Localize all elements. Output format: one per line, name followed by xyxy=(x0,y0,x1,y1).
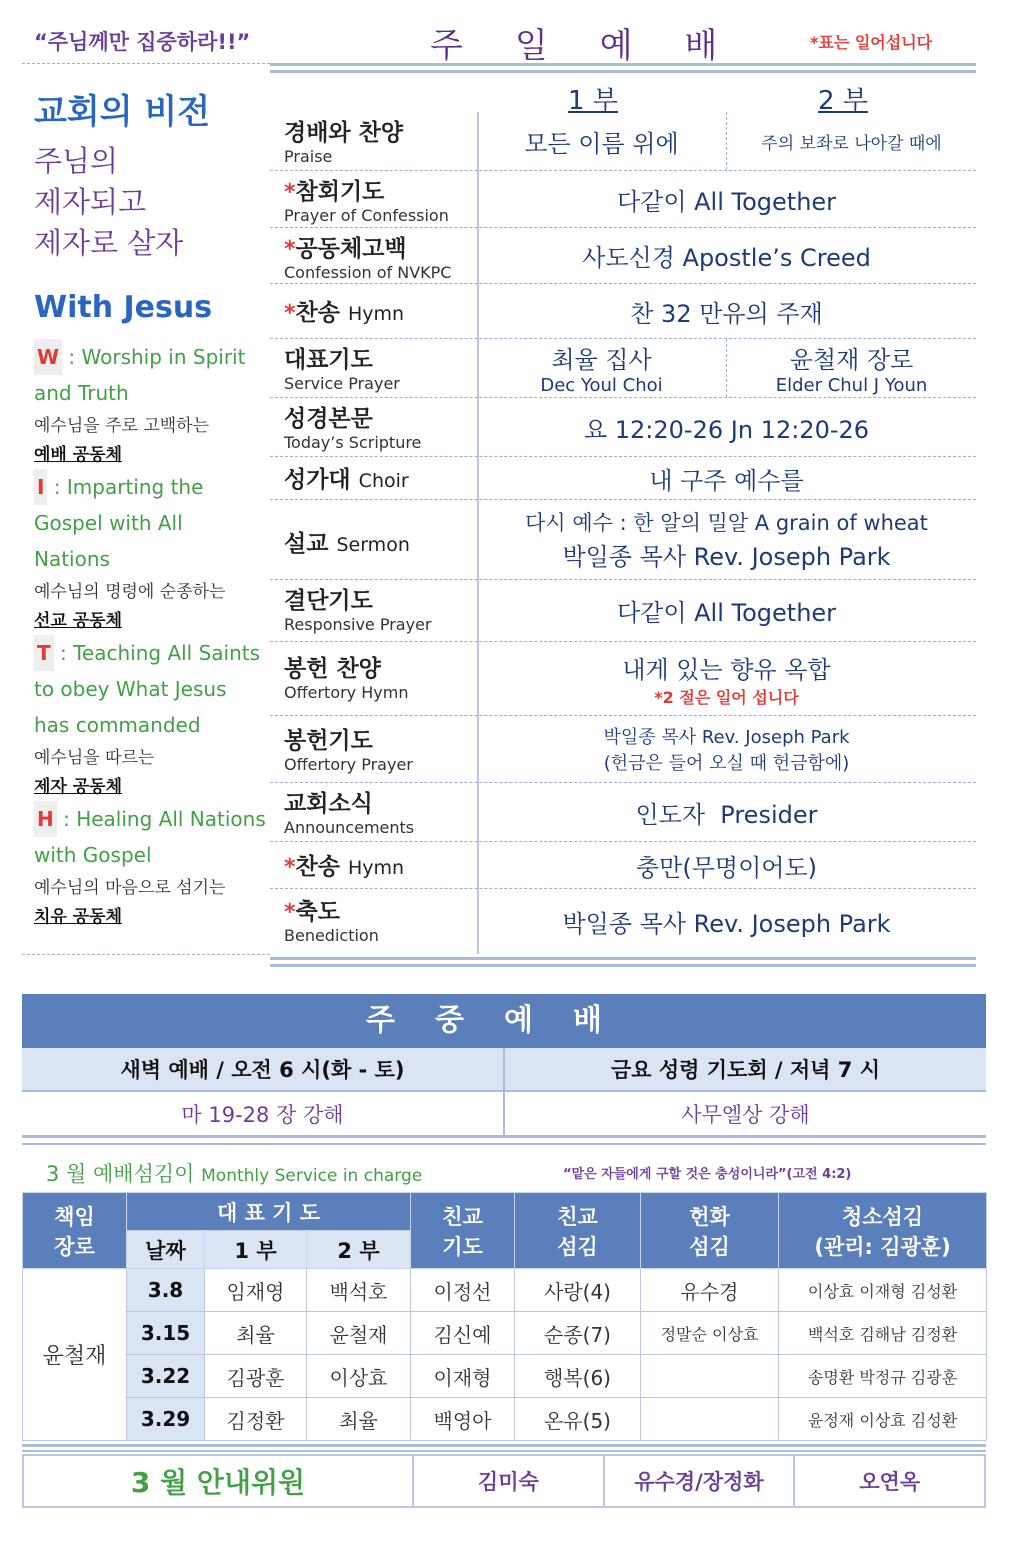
part2-header: 2 부 xyxy=(818,86,868,116)
friday-prayer-header: 금요 성령 기도회 / 저녁 7 시 xyxy=(503,1048,986,1090)
acrostic-text: : Teaching All Saints xyxy=(60,641,261,665)
item-content: 인도자 Presider xyxy=(635,800,818,829)
item-subtitle: Hymn xyxy=(347,857,405,879)
service-row-scripture xyxy=(270,398,976,457)
weekday-value-row xyxy=(22,1092,986,1138)
acrostic-item-t xyxy=(34,635,270,801)
vision-line: 제자로 살자 xyxy=(34,226,184,260)
acrostic-text: : Imparting the xyxy=(53,475,204,499)
item-subtitle: Today’s Scripture xyxy=(284,433,422,452)
item-content: 내 구주 예수를 xyxy=(649,466,804,495)
item-subtitle: Confession of NVKPC xyxy=(284,263,452,282)
part2-content-en: Elder Chul J Youn xyxy=(775,375,928,396)
item-content: 박일종 목사 Rev. Joseph Park xyxy=(603,727,850,748)
item-content: 충만(무명이어도) xyxy=(635,853,817,882)
part1-prayer: 김광훈 xyxy=(205,1355,307,1398)
acrostic-item-h xyxy=(34,801,270,931)
standing-note: *표는 일어섭니다 xyxy=(810,33,933,52)
page-title: 주일예배 xyxy=(430,26,770,66)
divider-bar xyxy=(22,1444,986,1452)
standing-mark: * xyxy=(284,900,296,925)
item-subtitle: Offertory Hymn xyxy=(284,683,409,702)
service-row-creed xyxy=(270,228,976,284)
divider xyxy=(22,63,270,64)
item-content: 찬 32 만유의 주재 xyxy=(630,299,823,328)
vision-line: 제자되고 xyxy=(34,185,147,219)
flowers xyxy=(641,1398,779,1441)
part2-prayer: 윤철재 xyxy=(307,1312,411,1355)
acrostic-text: and Truth xyxy=(34,381,129,405)
item-subtitle: Offertory Prayer xyxy=(284,755,413,774)
divider-bar xyxy=(270,63,976,73)
flowers: 정말순 이상효 xyxy=(641,1312,779,1355)
acrostic-letter: H xyxy=(34,801,57,837)
acrostic-text: : Healing All Nations xyxy=(63,807,266,831)
part2-prayer: 최율 xyxy=(307,1398,411,1441)
fellowship-serve: 온유(5) xyxy=(515,1398,641,1441)
divider xyxy=(22,954,270,955)
col-part1-header: 1 부 xyxy=(205,1231,307,1269)
ushers-row xyxy=(22,1454,986,1508)
monthly-quote: “맡은 자들에게 구할 것은 충성이니라”(고전 4:2) xyxy=(563,1167,852,1182)
divider xyxy=(22,1143,986,1145)
col-fellowship-serve-header: 친교 섬김 xyxy=(515,1193,641,1269)
item-content: 다같이 All Together xyxy=(616,599,837,627)
item-subtitle: Benediction xyxy=(284,926,379,945)
monthly-title-kr: 3 월 예배섬김이 xyxy=(46,1162,195,1186)
item-title: 봉헌 찬양 xyxy=(284,656,381,682)
item-title: 교회소식 xyxy=(284,791,373,817)
service-row-announcements xyxy=(270,783,976,842)
acrostic-text: Gospel with All xyxy=(34,511,183,535)
sermon-title: 다시 예수 : 한 알의 밀알 A grain of wheat xyxy=(525,511,928,535)
part2-prayer: 백석호 xyxy=(307,1269,411,1312)
item-content: 사도신경 Apostle’s Creed xyxy=(582,244,871,272)
col-date-header: 날짜 xyxy=(127,1231,205,1269)
motto: “주님께만 집중하라!!” xyxy=(34,30,251,54)
item-title: 대표기도 xyxy=(284,347,373,373)
vision-line: 주님의 xyxy=(34,144,119,178)
usher-name: 김미숙 xyxy=(477,1470,539,1494)
service-row-benediction xyxy=(270,889,976,954)
item-title: 축도 xyxy=(295,899,340,925)
col-prayer-header: 대 표 기 도 xyxy=(127,1193,411,1231)
col-cleaning-header: 청소섬김 (관리: 김광훈) xyxy=(779,1193,987,1269)
item-subtitle: Hymn xyxy=(347,303,405,325)
col-flowers-header: 헌화 섬김 xyxy=(641,1193,779,1269)
dawn-service-header: 새벽 예배 / 오전 6 시(화 - 토) xyxy=(120,1058,405,1082)
monthly-title xyxy=(46,1158,422,1188)
acrostic-item-i xyxy=(34,469,270,635)
acrostic-text: with Gospel xyxy=(34,843,152,867)
acrostic-text: Nations xyxy=(34,547,110,571)
part1-content-en: Dec Youl Choi xyxy=(540,375,663,396)
sermon-preacher: 박일종 목사 Rev. Joseph Park xyxy=(562,543,891,571)
monthly-title-en: Monthly Service in charge xyxy=(201,1166,423,1186)
weekday-header-row xyxy=(22,1048,986,1092)
service-row-offertory-prayer xyxy=(270,716,976,783)
duty-table xyxy=(22,1192,987,1441)
fellowship-prayer: 이재형 xyxy=(411,1355,515,1398)
friday-prayer-topic: 사무엘상 강해 xyxy=(503,1092,986,1135)
item-title: 경배와 찬양 xyxy=(284,120,404,146)
part2-content: 주의 보좌로 나아갈 때에 xyxy=(726,112,976,170)
standing-mark: * xyxy=(284,855,296,880)
date-cell: 3.29 xyxy=(127,1398,205,1441)
acrostic-desc: 예수님을 따르는 xyxy=(34,748,155,768)
acrostic-desc: 예수님의 명령에 순종하는 xyxy=(34,582,226,602)
acrostic-desc: 예수님을 주로 고백하는 xyxy=(34,416,210,436)
item-content: 다같이 All Together xyxy=(616,187,837,216)
item-subtitle: Prayer of Confession xyxy=(284,206,449,225)
cleaning: 윤정재 이상효 김성환 xyxy=(779,1398,987,1441)
table-row xyxy=(23,1269,987,1312)
fellowship-serve: 사랑(4) xyxy=(515,1269,641,1312)
acrostic-text: to obey What Jesus xyxy=(34,677,227,701)
cleaning: 백석호 김해남 김정환 xyxy=(779,1312,987,1355)
vision-lines xyxy=(34,141,270,264)
standing-note-verse2: *2 절은 일어 섭니다 xyxy=(654,687,799,707)
item-content: 내게 있는 향유 옥합 xyxy=(622,655,831,684)
item-subtitle: Service Prayer xyxy=(284,374,400,393)
item-content: 요 12:20-26 Jn 12:20-26 xyxy=(583,415,870,444)
item-title: 공동체고백 xyxy=(295,236,407,262)
part1-content: 최율 집사 xyxy=(551,346,652,374)
part1-prayer: 임재영 xyxy=(205,1269,307,1312)
standing-mark: * xyxy=(284,301,296,326)
col-part2-header: 2 부 xyxy=(307,1231,411,1269)
part1-prayer: 김정환 xyxy=(205,1398,307,1441)
service-row-praise xyxy=(270,112,976,171)
fellowship-serve: 순종(7) xyxy=(515,1312,641,1355)
acrostic-desc: 예수님의 마음으로 섬기는 xyxy=(34,878,226,898)
acrostic-text: has commanded xyxy=(34,713,201,737)
part1-prayer: 최율 xyxy=(205,1312,307,1355)
acrostic-unit: 선교 공동체 xyxy=(34,611,123,631)
responsible-elder: 윤철재 xyxy=(23,1269,127,1441)
vision-sidebar xyxy=(34,84,270,931)
item-subtitle: Responsive Prayer xyxy=(284,615,432,634)
item-content: 박일종 목사 Rev. Joseph Park xyxy=(562,910,891,938)
dawn-service-topic: 마 19-28 장 강해 xyxy=(181,1102,344,1127)
part1-header: 1 부 xyxy=(568,86,618,116)
flowers xyxy=(641,1355,779,1398)
acrostic-item-w xyxy=(34,339,270,469)
service-row-choir xyxy=(270,457,976,500)
acrostic-text: : Worship in Spirit xyxy=(68,345,246,369)
flowers: 유수경 xyxy=(641,1269,779,1312)
acrostic-unit: 예배 공동체 xyxy=(34,445,123,465)
date-cell: 3.8 xyxy=(127,1269,205,1312)
table-row xyxy=(23,1398,987,1441)
offering-note: (헌금은 들어 오실 때 헌금함에) xyxy=(603,753,850,774)
table-row xyxy=(23,1355,987,1398)
vision-title: 교회의 비전 xyxy=(34,92,211,132)
service-row-hymn-1 xyxy=(270,284,976,339)
item-title: 찬송 xyxy=(295,854,340,880)
service-row-confession xyxy=(270,171,976,228)
item-subtitle: Announcements xyxy=(284,818,415,837)
part2-prayer: 이상효 xyxy=(307,1355,411,1398)
fellowship-serve: 행복(6) xyxy=(515,1355,641,1398)
ushers-label: 3 월 안내위원 xyxy=(24,1456,414,1506)
acrostic-list xyxy=(34,339,270,931)
item-title: 성경본문 xyxy=(284,406,373,432)
cleaning: 송명환 박정규 김광훈 xyxy=(779,1355,987,1398)
item-title: 결단기도 xyxy=(284,588,373,614)
service-row-service-prayer xyxy=(270,339,976,398)
date-cell: 3.22 xyxy=(127,1355,205,1398)
fellowship-prayer: 백영아 xyxy=(411,1398,515,1441)
acrostic-letter: W xyxy=(34,339,62,375)
part2-content: 윤철재 장로 xyxy=(789,346,914,374)
acrostic-letter: I xyxy=(34,469,47,505)
date-cell: 3.15 xyxy=(127,1312,205,1355)
item-title: 설교 xyxy=(284,531,329,557)
item-title: 봉헌기도 xyxy=(284,728,373,754)
acrostic-unit: 치유 공동체 xyxy=(34,907,123,927)
standing-mark: * xyxy=(284,180,296,205)
col-fellowship-prayer-header: 친교 기도 xyxy=(411,1193,515,1269)
standing-mark: * xyxy=(284,237,296,262)
with-jesus-title: With Jesus xyxy=(34,290,213,325)
item-title: 찬송 xyxy=(295,300,340,326)
table-row xyxy=(23,1312,987,1355)
item-subtitle: Sermon xyxy=(336,534,410,556)
item-subtitle: Choir xyxy=(358,470,409,492)
acrostic-letter: T xyxy=(34,635,54,671)
weekday-title: 주중예배 xyxy=(22,994,986,1048)
cleaning: 이상효 이재형 김성환 xyxy=(779,1269,987,1312)
service-row-hymn-2 xyxy=(270,842,976,889)
fellowship-prayer: 김신예 xyxy=(411,1312,515,1355)
item-title: 참회기도 xyxy=(295,179,385,205)
usher-name: 오연옥 xyxy=(793,1456,984,1506)
service-row-sermon xyxy=(270,500,976,580)
item-title: 성가대 xyxy=(284,467,351,493)
service-row-responsive-prayer xyxy=(270,580,976,642)
fellowship-prayer: 이정선 xyxy=(411,1269,515,1312)
col-elder-header: 책임 장로 xyxy=(23,1193,127,1269)
table-header-row xyxy=(23,1193,987,1231)
item-subtitle: Praise xyxy=(284,147,333,166)
part1-content: 모든 이름 위에 xyxy=(524,129,679,158)
service-row-offertory-hymn xyxy=(270,642,976,716)
acrostic-unit: 제자 공동체 xyxy=(34,777,123,797)
divider-bar xyxy=(270,957,976,967)
usher-name: 유수경/장정화 xyxy=(603,1456,794,1506)
